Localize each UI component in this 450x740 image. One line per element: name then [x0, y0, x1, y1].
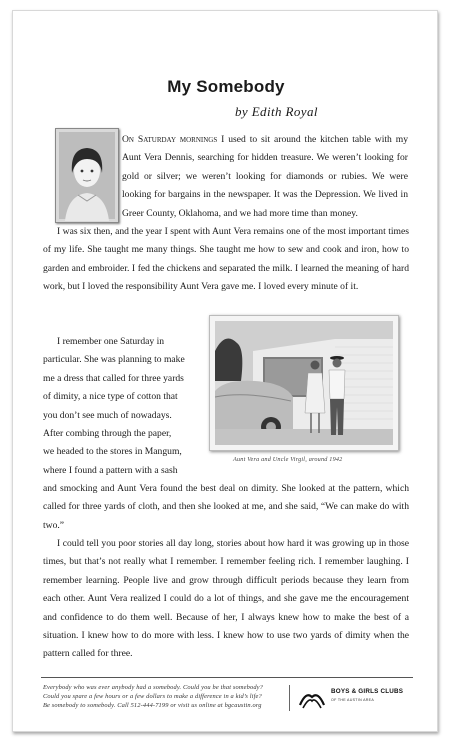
paragraph-3-wrapped	[43, 333, 205, 480]
aunt-uncle-image	[215, 321, 393, 445]
paragraph-3-line: you don’t see much of nowadays.	[43, 409, 172, 421]
footer-vertical-divider	[289, 685, 290, 711]
brand-name: BOYS & GIRLS CLUBS	[331, 688, 404, 695]
aunt-uncle-photo	[209, 315, 399, 451]
footer-divider-line	[41, 677, 413, 678]
footer-appeal-line: Be somebody to somebody. Call 512-444-7199 or visit us online at bgcaustin.org	[43, 702, 262, 709]
footer-appeal	[43, 683, 281, 710]
boys-girls-clubs-logo-icon	[297, 685, 327, 711]
paragraph-1-lead: On Saturday mornings	[122, 134, 218, 145]
footer-appeal-line: Everybody who was ever anybody had a somebody. Could you be that somebody?	[43, 684, 263, 691]
photo-caption: Aunt Vera and Uncle Virgil, around 1942	[233, 456, 343, 463]
paragraph-3-line: I remember one Saturday in	[57, 336, 165, 347]
paragraph-3-line: me a dress that called for three yards	[43, 372, 184, 384]
child-portrait-image	[56, 129, 118, 222]
paragraph-3-line: After combing through the paper,	[43, 428, 172, 440]
footer-appeal-line: Could you spare a few hours or a few dollars to make a difference in a kid’s life?	[43, 693, 262, 700]
paragraph-3-line: where I found a pattern with a sash	[43, 464, 178, 476]
paragraph-3-line: particular. She was planning to make	[43, 354, 185, 366]
paragraph-1	[122, 131, 408, 223]
poster-page	[12, 10, 438, 732]
brand-subtitle: OF THE AUSTIN AREA	[331, 698, 375, 702]
paragraph-2: I was six then, and the year I spent with Aunt Vera remains one of the most important times of my life. She taught me many things. She taught me how to sew and cook and iron, how to garden and embroider. I fed the chickens and separated the milk. I learned the meaning of hard work, but I loved the responsibility Aunt Vera gave me. I loved every minute of it.	[43, 226, 409, 293]
paragraph-1-text: I used to sit around the kitchen table with my Aunt Vera Dennis, searching for hidden treasure. We weren’t looking for gold or silver; we weren’t looking for diamonds or rubies. We were looking for bargains in the newspaper. It was the Depression. We lived in Greer County, Oklahoma, and we had more time than money.	[122, 134, 408, 219]
article-title: My Somebody	[167, 77, 285, 96]
child-portrait-photo	[55, 128, 119, 223]
paragraph-3-line: we headed to the stores in Mangum,	[43, 446, 182, 458]
paragraph-3-continued: and smocking and Aunt Vera found the best deal on dimity. She looked at the pattern, which called for three yards of cloth, and then she looked at me, and she said, “We can make do with two.”	[43, 483, 409, 531]
paragraph-3-line: of dimity, a nice type of cotton that	[43, 391, 178, 403]
paragraph-4: I could tell you poor stories all day long, stories about how hard it was growing up in those times, but that’s not really what I remember. I remember feeling rich. I remember laughing. I remember learning. People live and grow through difficult periods because they learn from each other. Aunt Vera realized I could do a lot of things, and she gave me the encouragement and confidence to do them well. Because of her, I always knew how to make the best of a situation. I knew how to do more with less. I knew how to use two yards of dimity when the pattern called for three.	[43, 538, 409, 660]
article-byline: by Edith Royal	[235, 104, 318, 119]
